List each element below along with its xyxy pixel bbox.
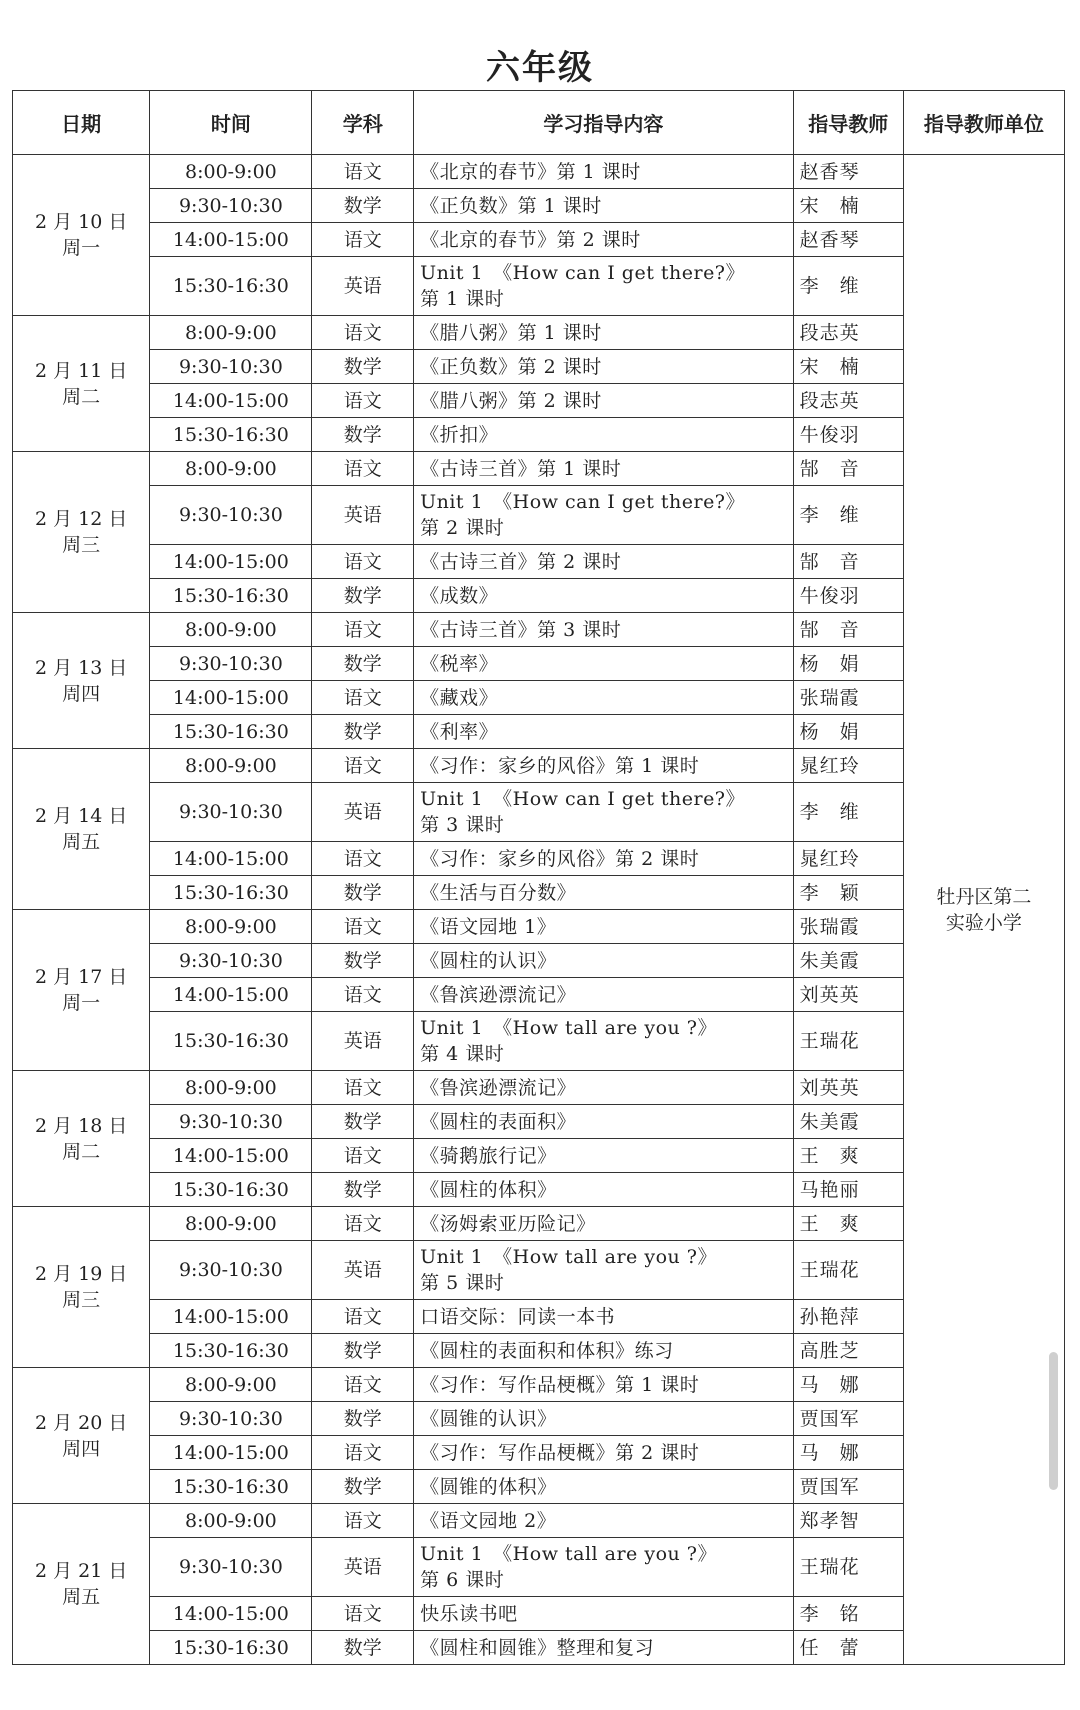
content-cell: 《圆锥的认识》 — [414, 1402, 793, 1436]
subject-cell: 数学 — [312, 715, 414, 749]
time-cell: 15:30-16:30 — [150, 876, 312, 910]
date-cell — [13, 452, 150, 613]
teacher-cell: 朱美霞 — [793, 944, 903, 978]
date-cell — [13, 1207, 150, 1368]
time-cell: 14:00-15:00 — [150, 223, 312, 257]
teacher-cell: 晁红玲 — [793, 749, 903, 783]
time-cell: 9:30-10:30 — [150, 1538, 312, 1597]
weekday-text: 周二 — [62, 385, 101, 408]
time-cell: 15:30-16:30 — [150, 1631, 312, 1665]
date-text: 2 月 17 日 — [34, 966, 128, 988]
teacher-cell: 郜 音 — [793, 452, 903, 486]
teacher-cell: 赵香琴 — [793, 223, 903, 257]
content-cell: 《腊八粥》第 1 课时 — [414, 316, 793, 350]
teacher-cell: 段志英 — [793, 316, 903, 350]
time-cell: 14:00-15:00 — [150, 1436, 312, 1470]
time-cell: 8:00-9:00 — [150, 749, 312, 783]
subject-cell: 语文 — [312, 1368, 414, 1402]
page-title: 六年级 — [486, 48, 594, 88]
teacher-cell: 牛俊羽 — [793, 579, 903, 613]
schedule-table — [12, 90, 1065, 1665]
subject-cell: 语文 — [312, 545, 414, 579]
date-cell — [13, 613, 150, 749]
subject-cell: 英语 — [312, 783, 414, 842]
time-cell: 9:30-10:30 — [150, 1402, 312, 1436]
date-text: 2 月 18 日 — [34, 1114, 128, 1137]
subject-cell: 语文 — [312, 978, 414, 1012]
date-cell — [13, 155, 150, 316]
teacher-cell: 牛俊羽 — [793, 418, 903, 452]
date-cell — [13, 1368, 150, 1504]
teacher-cell: 杨 娟 — [793, 647, 903, 681]
time-cell: 8:00-9:00 — [150, 1504, 312, 1538]
teacher-cell: 高胜芝 — [793, 1334, 903, 1368]
teacher-cell: 王 爽 — [793, 1207, 903, 1241]
subject-cell: 数学 — [312, 876, 414, 910]
subject-cell: 数学 — [312, 1334, 414, 1368]
teacher-cell: 宋 楠 — [793, 189, 903, 223]
date-text: 2 月 19 日 — [34, 1263, 128, 1285]
teacher-cell: 段志英 — [793, 384, 903, 418]
subject-cell: 语文 — [312, 1436, 414, 1470]
weekday-text: 周四 — [62, 682, 101, 705]
subject-cell: 英语 — [312, 486, 414, 545]
content-cell: 《习作：写作品梗概》第 1 课时 — [414, 1368, 793, 1402]
content-cell: 《圆柱的体积》 — [414, 1173, 793, 1207]
time-cell: 9:30-10:30 — [150, 944, 312, 978]
teacher-cell: 贾国军 — [793, 1402, 903, 1436]
time-cell: 9:30-10:30 — [150, 486, 312, 545]
content-cell: 口语交际：同读一本书 — [414, 1300, 793, 1334]
subject-cell: 数学 — [312, 579, 414, 613]
teacher-cell: 晁红玲 — [793, 842, 903, 876]
subject-cell: 英语 — [312, 1538, 414, 1597]
content-cell: 《成数》 — [414, 579, 793, 613]
time-cell: 8:00-9:00 — [150, 1368, 312, 1402]
teacher-cell: 张瑞霞 — [793, 681, 903, 715]
time-cell: 15:30-16:30 — [150, 715, 312, 749]
subject-cell: 语文 — [312, 681, 414, 715]
weekday-text: 周五 — [62, 1586, 101, 1608]
subject-cell: 数学 — [312, 189, 414, 223]
subject-cell: 语文 — [312, 1300, 414, 1334]
time-cell: 15:30-16:30 — [150, 579, 312, 613]
time-cell: 15:30-16:30 — [150, 1173, 312, 1207]
header-teacher: 指导教师 — [793, 91, 903, 155]
content-cell: 《生活与百分数》 — [414, 876, 793, 910]
subject-cell: 语文 — [312, 316, 414, 350]
time-cell: 14:00-15:00 — [150, 1597, 312, 1631]
time-cell: 8:00-9:00 — [150, 1071, 312, 1105]
subject-cell: 数学 — [312, 1631, 414, 1665]
subject-cell: 语文 — [312, 452, 414, 486]
header-time: 时间 — [150, 91, 312, 155]
date-cell — [13, 910, 150, 1071]
teacher-cell: 马 娜 — [793, 1368, 903, 1402]
subject-cell: 数学 — [312, 1470, 414, 1504]
teacher-cell: 任 蕾 — [793, 1631, 903, 1665]
teacher-cell: 李 铭 — [793, 1597, 903, 1631]
content-cell: Unit 1 《How can I get there?》 第 3 课时 — [414, 783, 793, 842]
time-cell: 8:00-9:00 — [150, 155, 312, 189]
time-cell: 9:30-10:30 — [150, 189, 312, 223]
teacher-cell: 马 娜 — [793, 1436, 903, 1470]
weekday-text: 周三 — [62, 534, 101, 556]
teacher-cell: 赵香琴 — [793, 155, 903, 189]
content-cell: 《税率》 — [414, 647, 793, 681]
content-cell: Unit 1 《How tall are you ?》 第 5 课时 — [414, 1241, 793, 1300]
header-date: 日期 — [13, 91, 150, 155]
time-cell: 15:30-16:30 — [150, 257, 312, 316]
content-cell: 《鲁滨逊漂流记》 — [414, 1071, 793, 1105]
table-row — [13, 155, 1065, 189]
subject-cell: 英语 — [312, 1012, 414, 1071]
time-cell: 14:00-15:00 — [150, 1139, 312, 1173]
content-cell: 《古诗三首》第 1 课时 — [414, 452, 793, 486]
weekday-text: 周二 — [62, 1140, 101, 1163]
content-cell: 《利率》 — [414, 715, 793, 749]
time-cell: 9:30-10:30 — [150, 1241, 312, 1300]
subject-cell: 数学 — [312, 647, 414, 681]
time-cell: 9:30-10:30 — [150, 783, 312, 842]
time-cell: 8:00-9:00 — [150, 452, 312, 486]
time-cell: 15:30-16:30 — [150, 418, 312, 452]
teacher-cell: 孙艳萍 — [793, 1300, 903, 1334]
date-text: 2 月 14 日 — [34, 805, 128, 827]
teacher-cell: 宋 楠 — [793, 350, 903, 384]
time-cell: 9:30-10:30 — [150, 1105, 312, 1139]
time-cell: 15:30-16:30 — [150, 1470, 312, 1504]
content-cell: Unit 1 《How can I get there?》 第 1 课时 — [414, 257, 793, 316]
teacher-cell: 张瑞霞 — [793, 910, 903, 944]
header-content: 学习指导内容 — [414, 91, 793, 155]
subject-cell: 数学 — [312, 350, 414, 384]
time-cell: 14:00-15:00 — [150, 1300, 312, 1334]
content-cell: Unit 1 《How tall are you ?》 第 4 课时 — [414, 1012, 793, 1071]
subject-cell: 语文 — [312, 910, 414, 944]
time-cell: 8:00-9:00 — [150, 316, 312, 350]
content-cell: 《古诗三首》第 2 课时 — [414, 545, 793, 579]
time-cell: 9:30-10:30 — [150, 350, 312, 384]
time-cell: 8:00-9:00 — [150, 910, 312, 944]
content-cell: 《习作：写作品梗概》第 2 课时 — [414, 1436, 793, 1470]
content-cell: 《习作：家乡的风俗》第 2 课时 — [414, 842, 793, 876]
subject-cell: 数学 — [312, 944, 414, 978]
subject-cell: 语文 — [312, 1139, 414, 1173]
date-cell — [13, 1504, 150, 1665]
subject-cell: 语文 — [312, 223, 414, 257]
subject-cell: 语文 — [312, 1597, 414, 1631]
teacher-cell: 朱美霞 — [793, 1105, 903, 1139]
teacher-cell: 郑孝智 — [793, 1504, 903, 1538]
content-cell: 《正负数》第 1 课时 — [414, 189, 793, 223]
content-cell: 《鲁滨逊漂流记》 — [414, 978, 793, 1012]
teacher-cell: 李 维 — [793, 486, 903, 545]
content-cell: 《藏戏》 — [414, 681, 793, 715]
content-cell: 《语文园地 1》 — [414, 910, 793, 944]
date-cell — [13, 316, 150, 452]
unit-cell: 牡丹区第二 实验小学 — [903, 155, 1064, 1665]
teacher-cell: 王瑞花 — [793, 1012, 903, 1071]
content-cell: 《圆柱的表面积》 — [414, 1105, 793, 1139]
subject-cell: 语文 — [312, 1207, 414, 1241]
content-cell: 《圆锥的体积》 — [414, 1470, 793, 1504]
content-cell: 《语文园地 2》 — [414, 1504, 793, 1538]
weekday-text: 周三 — [62, 1289, 101, 1311]
subject-cell: 数学 — [312, 418, 414, 452]
time-cell: 8:00-9:00 — [150, 613, 312, 647]
header-subject: 学科 — [312, 91, 414, 155]
date-text: 2 月 21 日 — [34, 1560, 128, 1582]
time-cell: 8:00-9:00 — [150, 1207, 312, 1241]
teacher-cell: 王瑞花 — [793, 1538, 903, 1597]
time-cell: 15:30-16:30 — [150, 1334, 312, 1368]
weekday-text: 周一 — [62, 992, 101, 1014]
subject-cell: 英语 — [312, 1241, 414, 1300]
subject-cell: 语文 — [312, 842, 414, 876]
content-cell: 《北京的春节》第 2 课时 — [414, 223, 793, 257]
subject-cell: 语文 — [312, 155, 414, 189]
time-cell: 14:00-15:00 — [150, 545, 312, 579]
schedule-body — [13, 155, 1065, 1665]
subject-cell: 语文 — [312, 613, 414, 647]
teacher-cell: 刘英英 — [793, 978, 903, 1012]
date-text: 2 月 20 日 — [34, 1411, 128, 1434]
subject-cell: 数学 — [312, 1402, 414, 1436]
subject-cell: 语文 — [312, 384, 414, 418]
subject-cell: 英语 — [312, 257, 414, 316]
subject-cell: 数学 — [312, 1173, 414, 1207]
content-cell: Unit 1 《How can I get there?》 第 2 课时 — [414, 486, 793, 545]
teacher-cell: 王瑞花 — [793, 1241, 903, 1300]
scrollbar-thumb[interactable] — [1049, 1352, 1058, 1490]
time-cell: 9:30-10:30 — [150, 647, 312, 681]
subject-cell: 语文 — [312, 1504, 414, 1538]
time-cell: 15:30-16:30 — [150, 1012, 312, 1071]
content-cell: 《腊八粥》第 2 课时 — [414, 384, 793, 418]
date-cell — [13, 1071, 150, 1207]
teacher-cell: 李 颖 — [793, 876, 903, 910]
content-cell: 《古诗三首》第 3 课时 — [414, 613, 793, 647]
content-cell: 《汤姆索亚历险记》 — [414, 1207, 793, 1241]
time-cell: 14:00-15:00 — [150, 681, 312, 715]
content-cell: 快乐读书吧 — [414, 1597, 793, 1631]
content-cell: 《圆柱的认识》 — [414, 944, 793, 978]
teacher-cell: 马艳丽 — [793, 1173, 903, 1207]
time-cell: 14:00-15:00 — [150, 842, 312, 876]
header-unit: 指导教师单位 — [903, 91, 1064, 155]
weekday-text: 周四 — [62, 1437, 101, 1460]
content-cell: 《圆柱的表面积和体积》练习 — [414, 1334, 793, 1368]
content-cell: 《正负数》第 2 课时 — [414, 350, 793, 384]
teacher-cell: 郜 音 — [793, 545, 903, 579]
header-row — [13, 91, 1065, 155]
weekday-text: 周五 — [62, 831, 101, 853]
weekday-text: 周一 — [62, 237, 101, 259]
date-text: 2 月 13 日 — [34, 656, 128, 679]
content-cell: 《圆柱和圆锥》整理和复习 — [414, 1631, 793, 1665]
date-text: 2 月 11 日 — [34, 359, 128, 382]
time-cell: 14:00-15:00 — [150, 384, 312, 418]
date-text: 2 月 12 日 — [34, 508, 128, 530]
content-cell: 《北京的春节》第 1 课时 — [414, 155, 793, 189]
teacher-cell: 贾国军 — [793, 1470, 903, 1504]
subject-cell: 数学 — [312, 1105, 414, 1139]
date-cell — [13, 749, 150, 910]
content-cell: 《折扣》 — [414, 418, 793, 452]
date-text: 2 月 10 日 — [34, 211, 128, 233]
teacher-cell: 李 维 — [793, 783, 903, 842]
subject-cell: 语文 — [312, 1071, 414, 1105]
subject-cell: 语文 — [312, 749, 414, 783]
teacher-cell: 郜 音 — [793, 613, 903, 647]
time-cell: 14:00-15:00 — [150, 978, 312, 1012]
content-cell: 《骑鹅旅行记》 — [414, 1139, 793, 1173]
content-cell: 《习作：家乡的风俗》第 1 课时 — [414, 749, 793, 783]
content-cell: Unit 1 《How tall are you ?》 第 6 课时 — [414, 1538, 793, 1597]
teacher-cell: 刘英英 — [793, 1071, 903, 1105]
teacher-cell: 杨 娟 — [793, 715, 903, 749]
teacher-cell: 王 爽 — [793, 1139, 903, 1173]
teacher-cell: 李 维 — [793, 257, 903, 316]
